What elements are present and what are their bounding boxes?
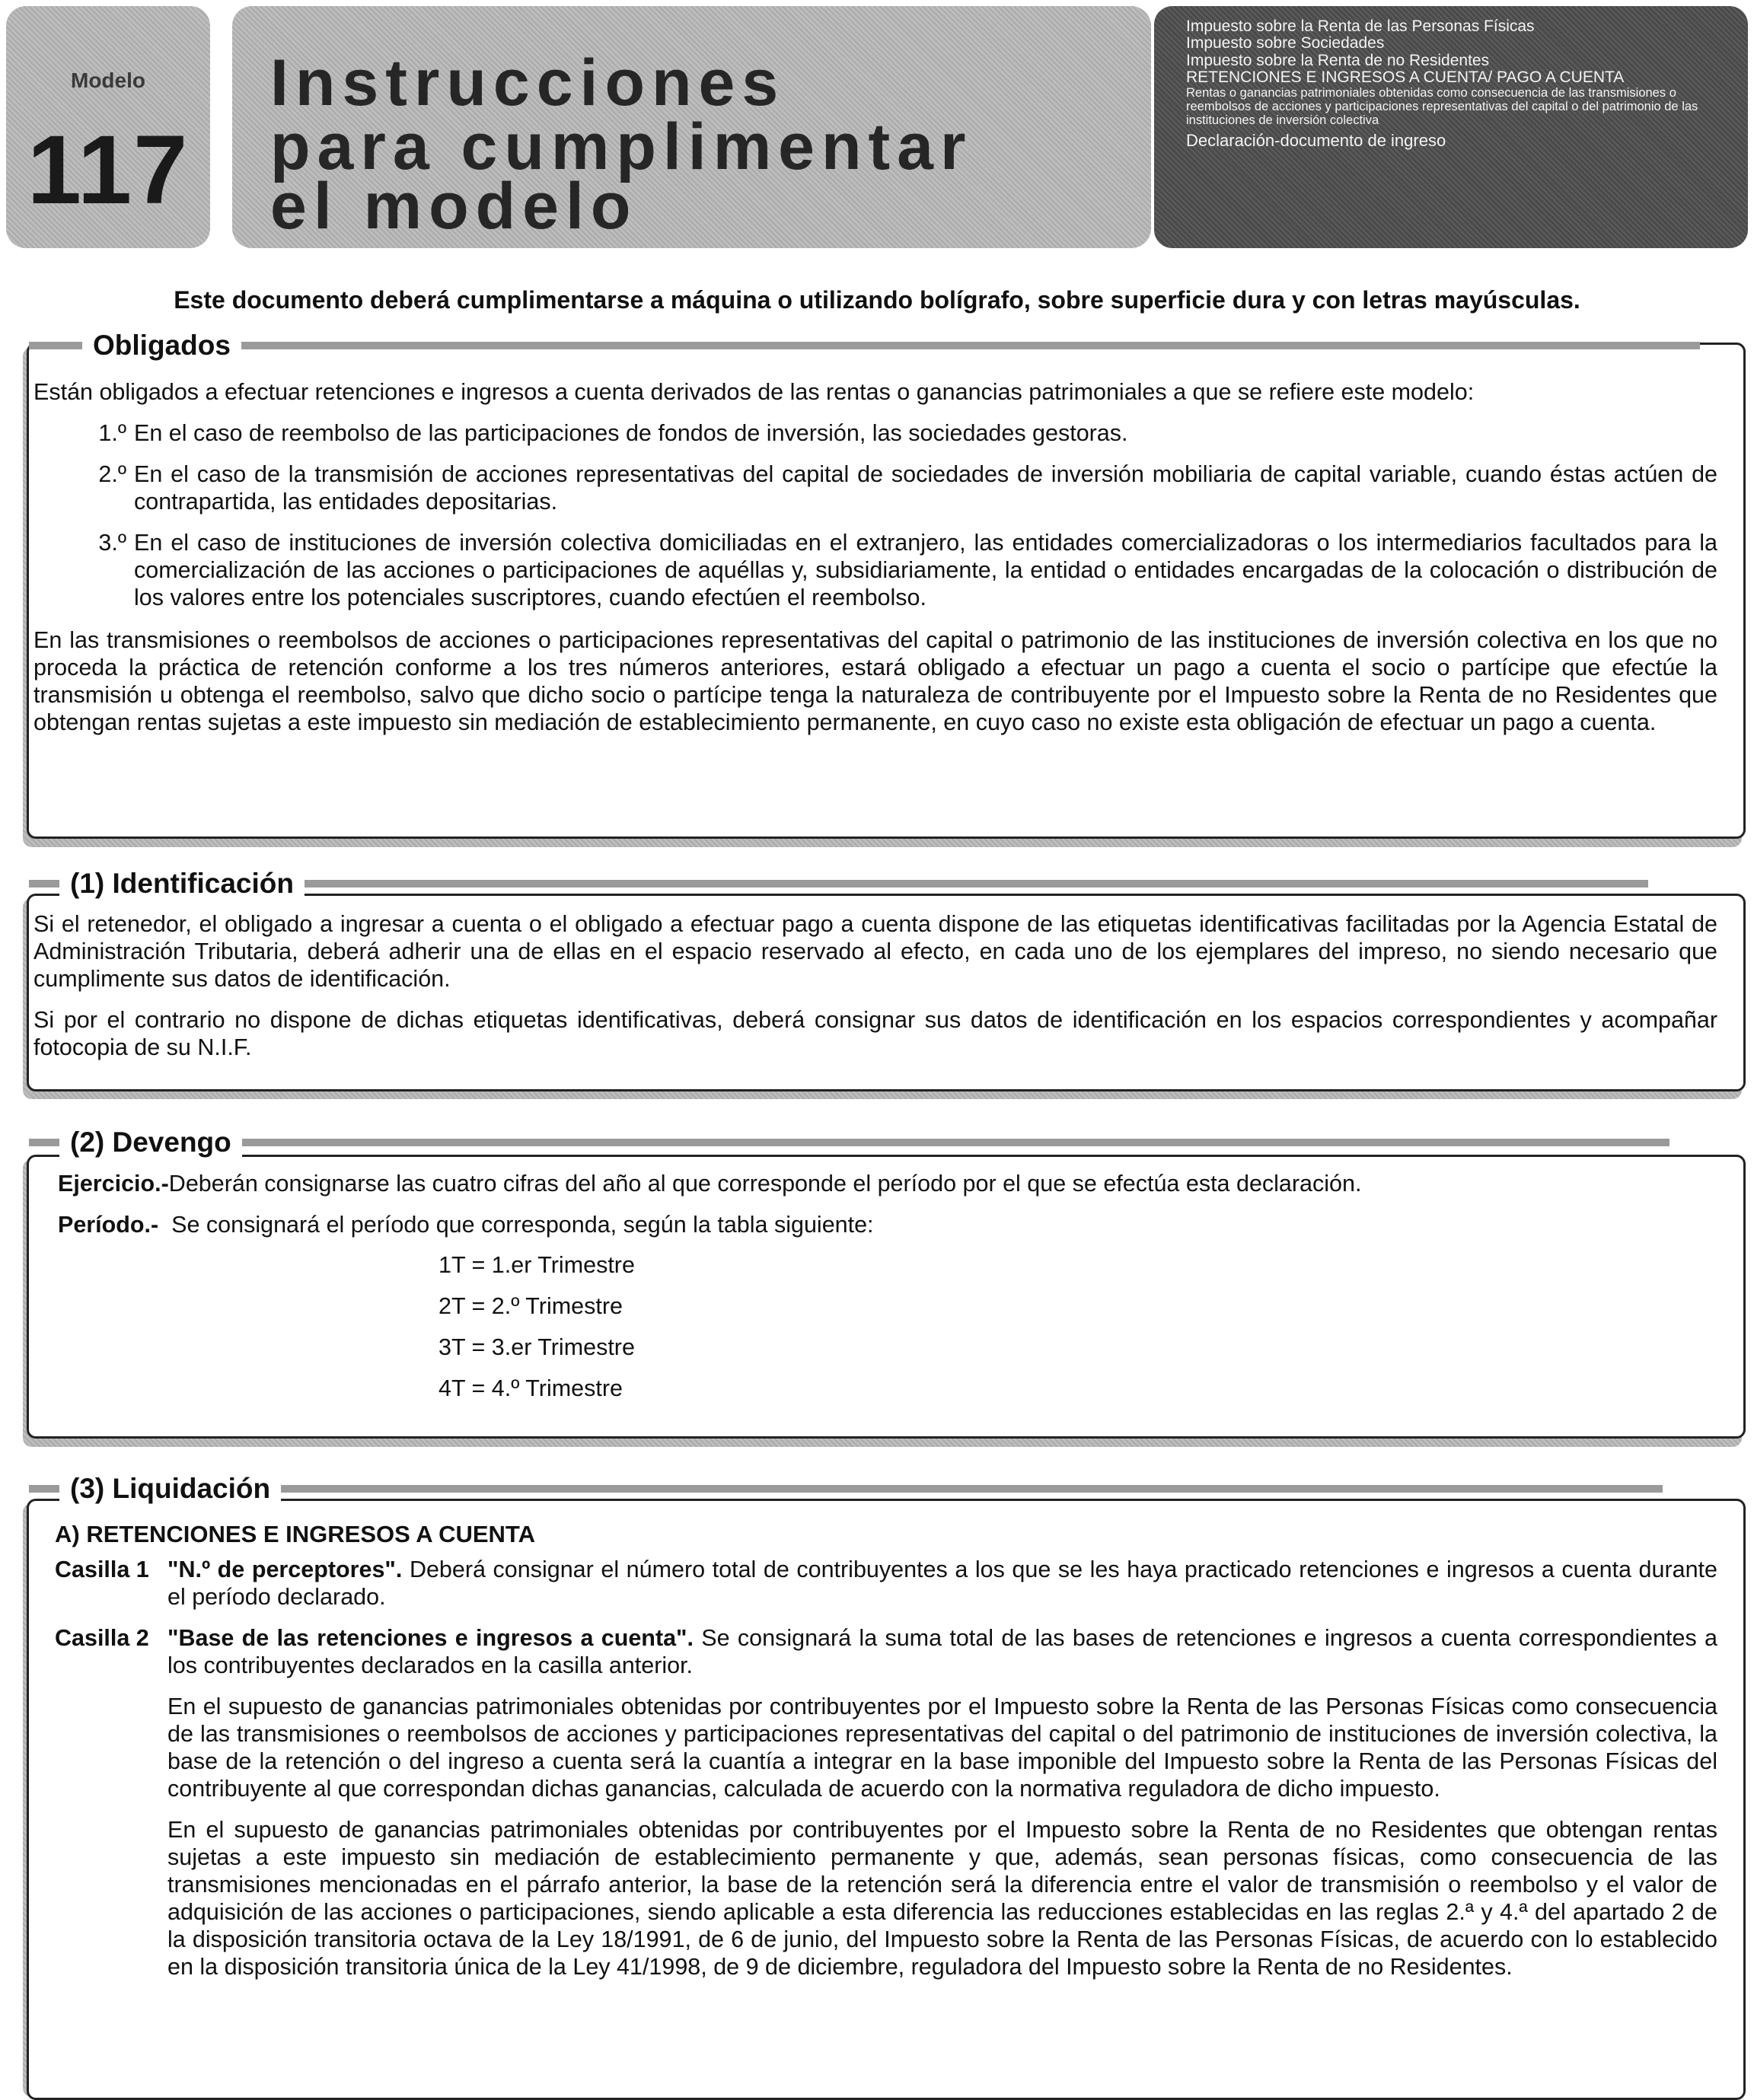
section-header-identificacion bbox=[29, 868, 1648, 900]
periodo-row: Período.- Se consignará el período que corresponda, según la tabla siguiente: bbox=[58, 1212, 874, 1238]
modelo-number: 117 bbox=[27, 116, 190, 225]
title-line-1: Instrucciones bbox=[270, 46, 786, 119]
identificacion-body bbox=[33, 910, 1717, 1061]
liquidacion-body bbox=[55, 1521, 1717, 1981]
section-title: (1) Identificación bbox=[59, 868, 305, 900]
modelo-badge bbox=[6, 6, 210, 248]
section-header-obligados bbox=[29, 330, 1700, 362]
trimestre-4: 4T = 4.º Trimestre bbox=[438, 1375, 623, 1401]
obligados-body bbox=[33, 378, 1717, 736]
identificacion-p2: Si por el contrario no dispone de dichas etiquetas identificativas, deberá consignar sus datos de identificación en los espacios correspondientes y acompañar fotocopia de su N.I.F. bbox=[33, 1007, 1717, 1060]
section-title: Obligados bbox=[82, 330, 241, 362]
liquidacion-subtitle: A) RETENCIONES E INGRESOS A CUENTA bbox=[55, 1521, 535, 1547]
modelo-label: Modelo bbox=[71, 69, 145, 92]
casilla-2: Casilla 2 "Base de las retenciones e ingresos a cuenta". Se consignará la suma total de las bases de retenciones e ingresos a cuenta correspondientes a los contribuyentes declarados en la casilla anterior. bbox=[55, 1625, 1717, 1678]
tax-line-retenciones: RETENCIONES E INGRESOS A CUENTA/ PAGO A CUENTA bbox=[1186, 68, 1625, 86]
section-header-devengo bbox=[29, 1126, 1669, 1158]
section-title: (3) Liquidación bbox=[59, 1473, 281, 1505]
trimestre-1: 1T = 1.er Trimestre bbox=[438, 1252, 635, 1278]
tax-line-sociedades: Impuesto sobre Sociedades bbox=[1186, 34, 1385, 53]
tax-line-no-residentes: Impuesto sobre la Renta de no Residentes bbox=[1186, 51, 1490, 69]
tax-description: Rentas o ganancias patrimoniales obtenidas como consecuencia de las transmisiones o reembolsos de acciones y participaciones representativas del capital o del patrimonio de las instituciones de inversión colectiva bbox=[1186, 86, 1698, 128]
title-line-3: el modelo bbox=[270, 170, 638, 243]
tax-line-irpf: Impuesto sobre la Renta de las Personas Físicas bbox=[1186, 18, 1535, 35]
title-line-2: para cumplimentar bbox=[270, 110, 973, 183]
obligados-closing: En las transmisiones o reembolsos de acciones o participaciones representativas del capital o patrimonio de las instituciones de inversión colectiva en los que no proceda la práctica de retención conforme a los tres números anteriores, estará obligado a efectuar un pago a cuenta el socio o partícipe que efectúe la transmisión u obtenga el reembolso, salvo que dicho socio o partícipe tenga la naturaleza de contribuyente por el Impuesto sobre la Renta de no Residentes que obtengan rentas sujetas a este impuesto sin mediación de establecimiento permanente, en cuyo caso no existe esta obligación de efectuar un pago a cuenta. bbox=[33, 627, 1717, 735]
section-header-liquidacion bbox=[29, 1473, 1663, 1505]
devengo-body bbox=[58, 1170, 1717, 1409]
casilla-2-paragraph: En el supuesto de ganancias patrimoniales obtenidas por contribuyentes por el Impuesto sobre la Renta de no Residentes que obtengan rentas sujetas a este impuesto sin mediación de establecimiento permanente y que, además, sean personas físicas, como consecuencia de las transmisiones mencionadas en el párrafo anterior, la base de la retención será la diferencia entre el valor de transmisión o reembolso y el valor de adquisición de las acciones o participaciones, siendo aplicable a esta diferencia las reducciones establecidas en las reglas 2.ª y 4.ª del apartado 2 de la disposición transitoria octava de la Ley 18/1991, de 6 de junio, del Impuesto sobre la Renta de las Personas Físicas, de acuerdo con lo establecido en la disposición transitoria única de la Ley 41/1998, de 9 de diciembre, reguladora del Impuesto sobre la Renta de no Residentes. bbox=[167, 1817, 1717, 1980]
tax-summary-panel bbox=[1154, 6, 1748, 248]
identificacion-p1: Si el retenedor, el obligado a ingresar a cuenta o el obligado a efectuar pago a cuenta dispone de las etiquetas identificativas facilitadas por la Agencia Estatal de Administración Tributaria, deberá adherir una de ellas en el espacio reservado al efecto, en cada uno de los ejemplares del impreso, no siendo necesario que cumplimente sus datos de identificación. bbox=[33, 911, 1717, 992]
section-title: (2) Devengo bbox=[59, 1126, 242, 1158]
trimestre-2: 2T = 2.º Trimestre bbox=[438, 1293, 623, 1319]
trimestre-3: 3T = 3.er Trimestre bbox=[438, 1334, 635, 1360]
lead-instruction: Este documento deberá cumplimentarse a máquina o utilizando bolígrafo, sobre superficie dura y con letras mayúsculas. bbox=[174, 286, 1580, 314]
title-banner bbox=[232, 6, 1151, 248]
list-item: 3.º En el caso de instituciones de inversión colectiva domiciliadas en el extranjero, las entidades comercializadoras o los intermediarios facultados para la comercialización de las acciones o participaciones de aquéllas y, subsidiariamente, la entidad o entidades encargadas de la colocación o distribución de los valores entre los potenciales suscriptores, cuando efectúen el reembolso. bbox=[98, 530, 1717, 610]
obligados-intro: Están obligados a efectuar retenciones e ingresos a cuenta derivados de las rentas o ganancias patrimoniales a que se refiere este modelo: bbox=[33, 379, 1475, 405]
ejercicio-row: Ejercicio.- Deberán consignarse las cuatro cifras del año al que corresponde el período por el que se efectúa esta declaración. bbox=[58, 1171, 1362, 1197]
casilla-1: Casilla 1 "N.º de perceptores". Deberá consignar el número total de contribuyentes a los que se les haya practicado retenciones e ingresos a cuenta durante el período declarado. bbox=[55, 1557, 1717, 1610]
list-item: 1.º En el caso de reembolso de las participaciones de fondos de inversión, las sociedades gestoras. bbox=[98, 420, 1128, 446]
casilla-2-paragraph: En el supuesto de ganancias patrimoniales obtenidas por contribuyentes por el Impuesto sobre la Renta de las Personas Físicas como consecuencia de las transmisiones o reembolsos de acciones y participaciones representativas del capital o del patrimonio de instituciones de inversión colectiva, la base de la retención o del ingreso a cuenta será la cuantía a integrar en la base imponible del Impuesto sobre la Renta de las Personas Físicas del contribuyente al que correspondan dichas ganancias, calculada de acuerdo con la normativa reguladora de dicho impuesto. bbox=[167, 1694, 1717, 1802]
list-item: 2.º En el caso de la transmisión de acciones representativas del capital de sociedades de inversión mobiliaria de capital variable, cuando éstas actúen de contrapartida, las entidades depositarias. bbox=[98, 461, 1717, 515]
document-type: Declaración-documento de ingreso bbox=[1186, 131, 1446, 151]
